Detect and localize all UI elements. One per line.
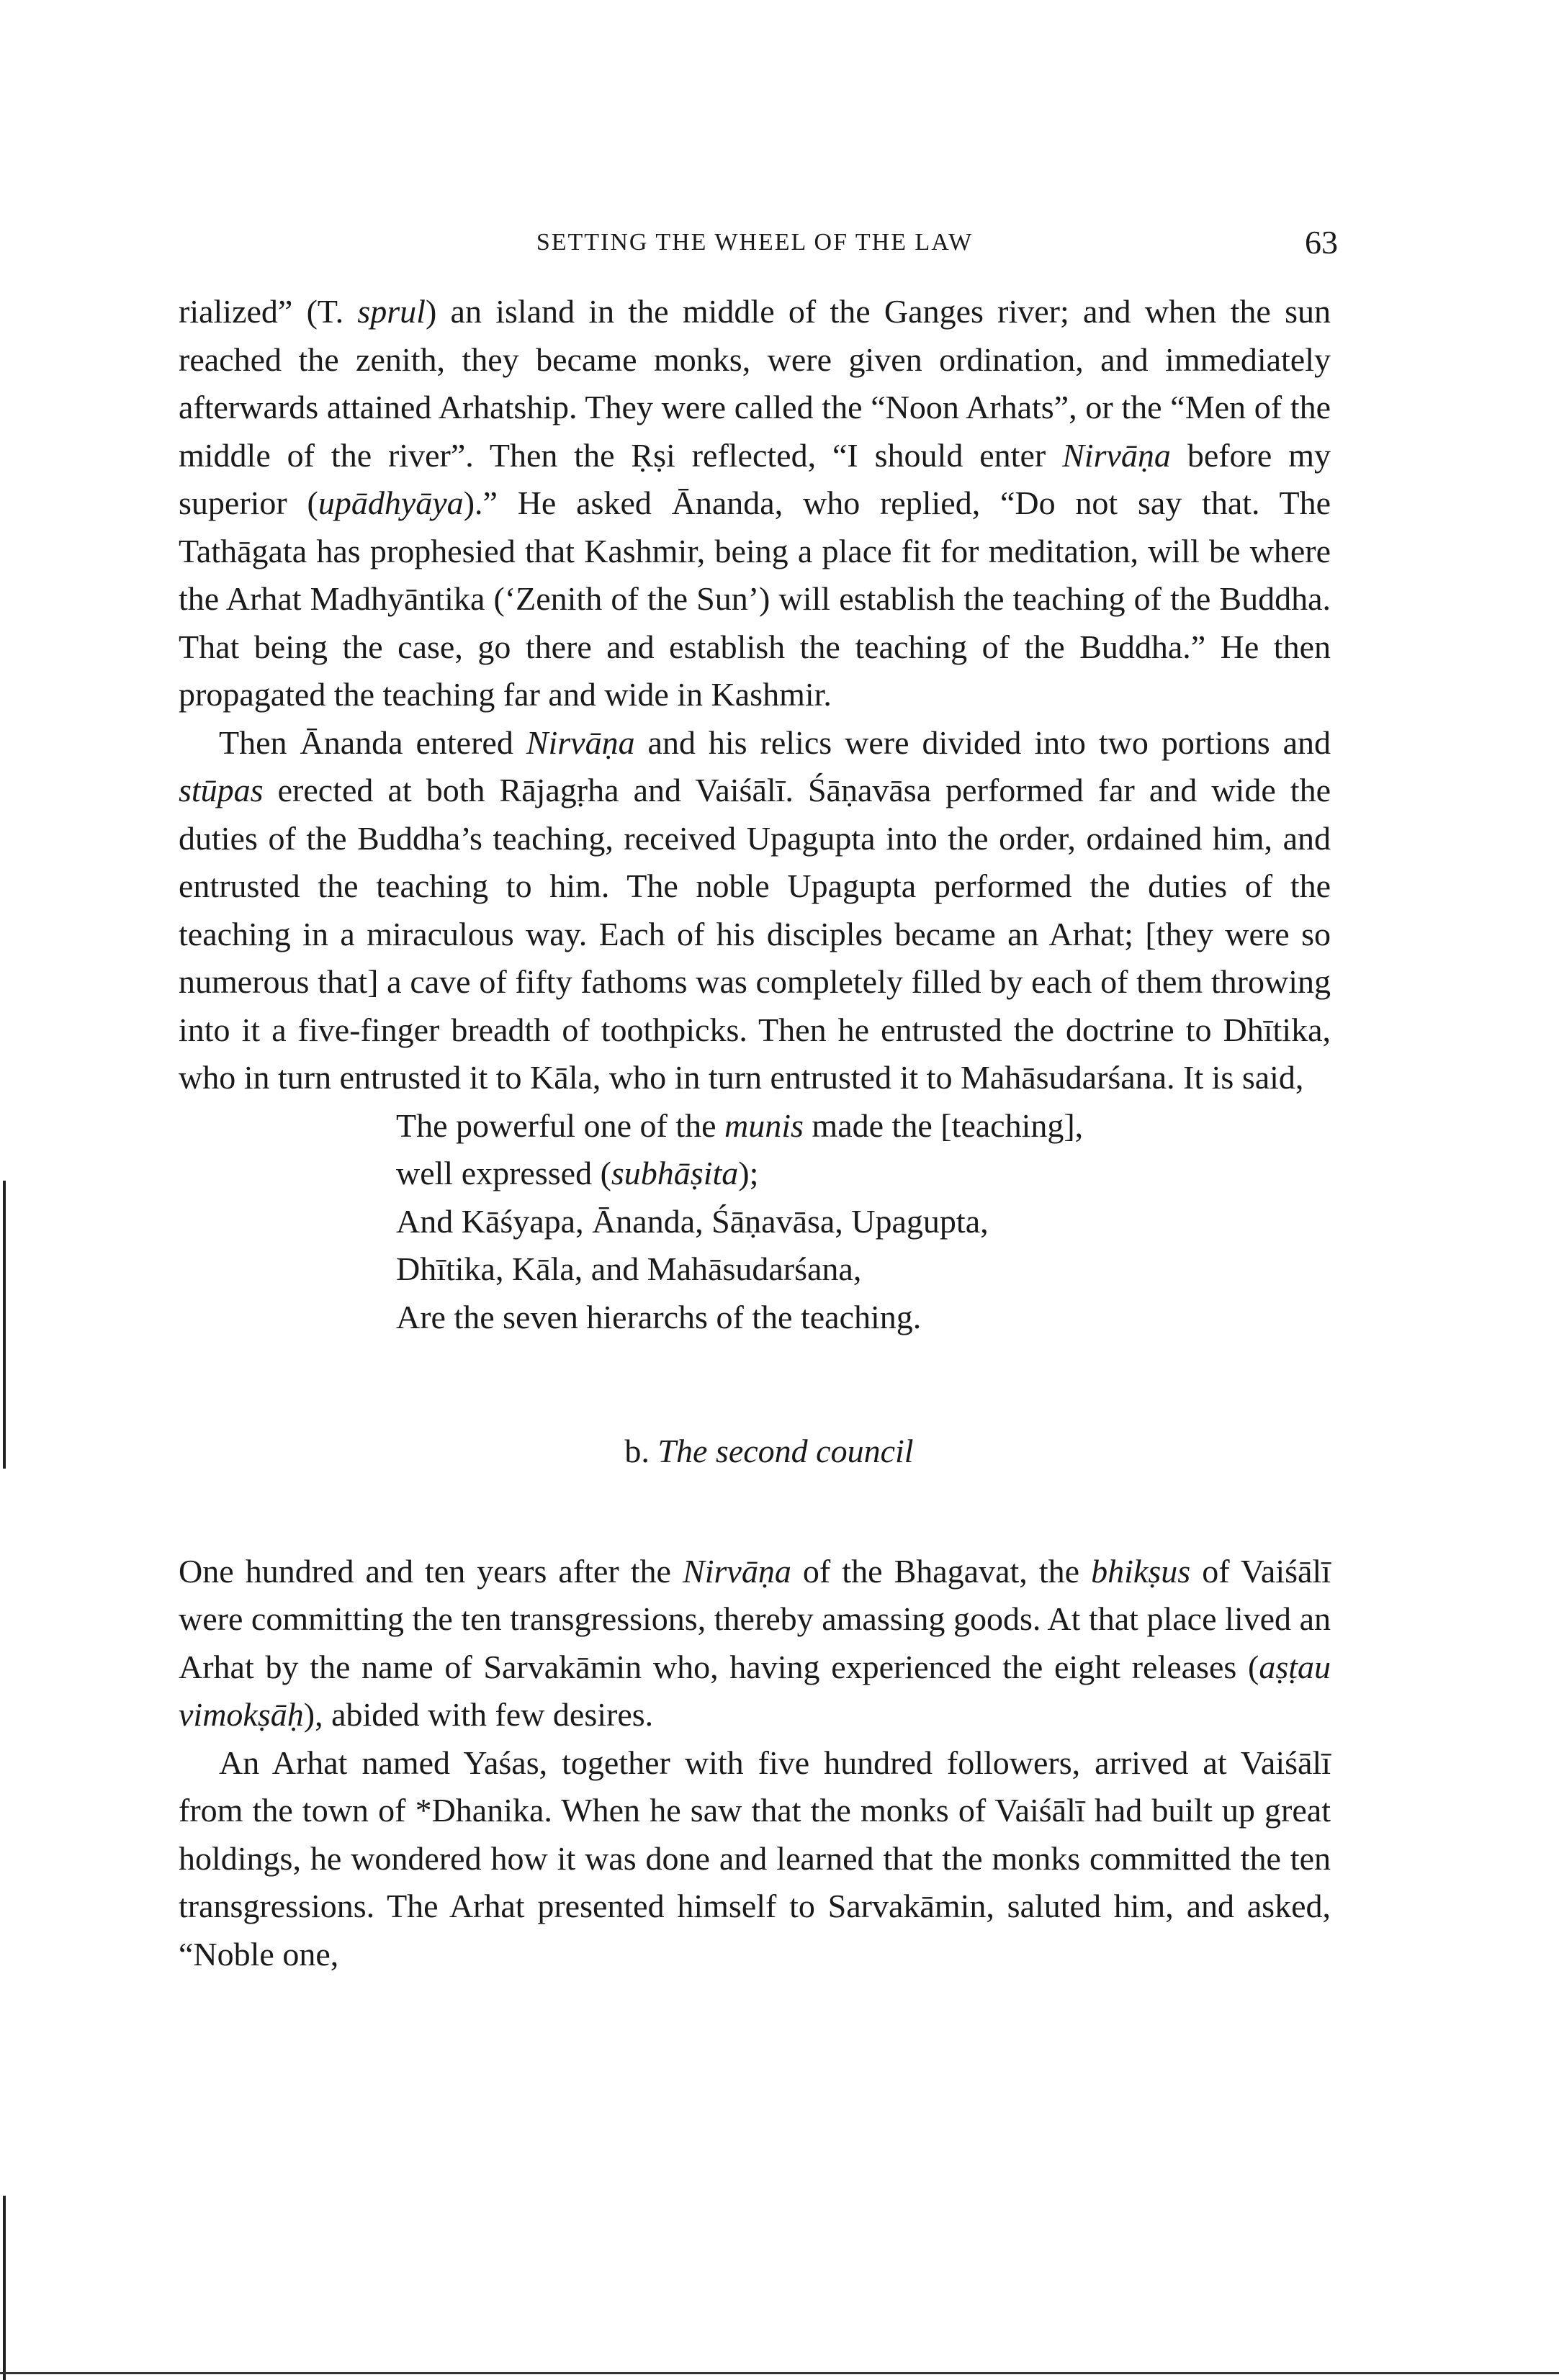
scan-bottom-edge xyxy=(0,2372,1559,2374)
body-text xyxy=(179,288,1331,1978)
paragraph: Then Ānanda entered Nirvāṇa and his relics were divided into two portions and stūpas erected at both Rājagṛha and Vaiśālī. Śāṇavāsa performed far and wide the duties of the Buddha’s teaching, received Upagupta into the order, ordained him, and entrusted the teaching to him. The noble Upagupta performed the duties of the teaching in a miraculous way. Each of his disciples became an Arhat; [they were so numerous that] a cave of fifty fathoms was completely filled by each of them throwing into it a five-finger breadth of toothpicks. Then he entrusted the doctrine to Dhītika, who in turn entrusted it to Kāla, who in turn entrusted it to Mahāsudarśana. It is said, xyxy=(179,724,1331,1096)
scan-edge-mark xyxy=(3,2196,6,2380)
paragraph: One hundred and ten years after the Nirvāṇa of the Bhagavat, the bhikṣus of Vaiśālī were committing the ten transgressions, thereby amassing goods. At that place lived an Arhat by the name of Sarvakāmin who, having experienced the eight releases (aṣṭau vimokṣāḥ), abided with few desires. xyxy=(179,1552,1331,1733)
paragraph: rialized” (T. sprul) an island in the middle of the Ganges river; and when the sun reached the zenith, they became monks, were given ordination, and immediately afterwards attained Arhatship. They were called the “Noon Arhats”, or the “Men of the middle of the river”. Then the Ṛṣi reflected, “I should enter Nirvāṇa before my superior (upādhyāya).” He asked Ānanda, who replied, “Do not say that. The Tathāgata has prophesied that Kashmir, being a place fit for meditation, will be where the Arhat Madhyāntika (‘Zenith of the Sun’) will establish the teaching of the Buddha. That being the case, go there and establish the teaching of the Buddha.” He then propagated the teaching far and wide in Kashmir. xyxy=(179,293,1331,713)
paragraph: An Arhat named Yaśas, together with five hundred followers, arrived at Vaiśālī from the town of *Dhanika. When he saw that the monks of Vaiśālī had built up great holdings, he wondered how it was done and learned that the monks committed the ten transgressions. The Arhat presented himself to Sarvakāmin, saluted him, and asked, “Noble one, xyxy=(179,1744,1331,1973)
running-head xyxy=(179,223,1338,266)
verse-line: Dhītika, Kāla, and Mahāsudarśana, xyxy=(396,1250,862,1287)
scan-edge-mark xyxy=(3,1181,6,1469)
page-number: 63 xyxy=(1305,224,1338,261)
section-heading xyxy=(179,1428,1331,1476)
section-number: b. xyxy=(624,1433,650,1469)
verse-line: The powerful one of the munis made the [teaching], xyxy=(396,1106,1084,1144)
section-title: The second council xyxy=(657,1433,914,1469)
verse-quotation xyxy=(396,1102,1331,1342)
verse-line: And Kāśyapa, Ānanda, Śāṇavāsa, Upagupta, xyxy=(396,1202,989,1240)
verse-line: Are the seven hierarchs of the teaching. xyxy=(396,1298,922,1335)
running-title: SETTING THE WHEEL OF THE LAW xyxy=(536,229,974,256)
verse-line: well expressed (subhāṣita); xyxy=(396,1155,759,1191)
